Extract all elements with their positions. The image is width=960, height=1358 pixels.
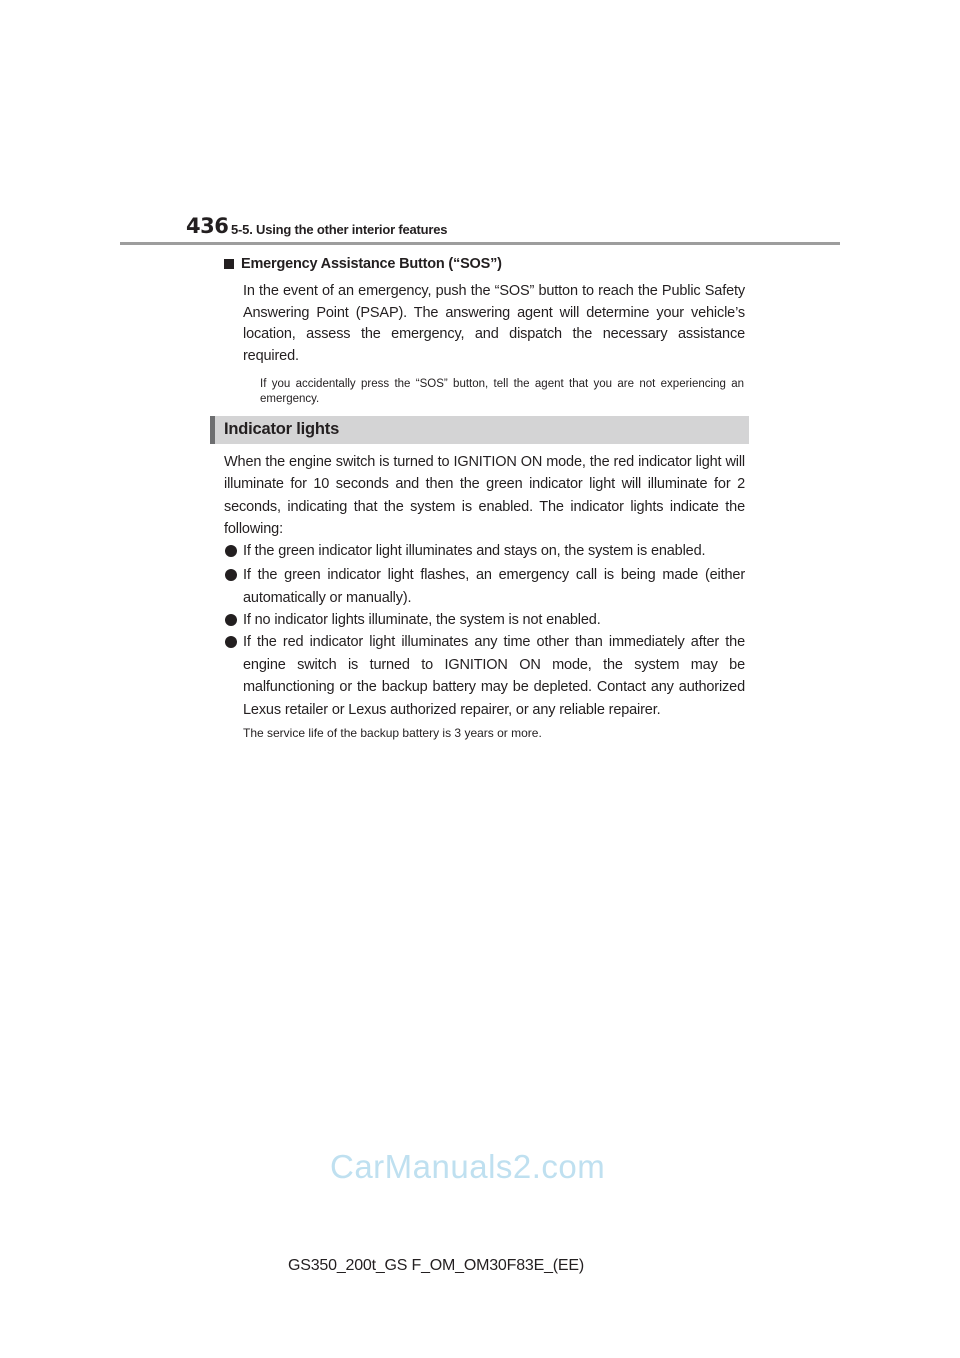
list-item-text: If the green indicator light flashes, an emergency call is being made (either automatically or manually). (243, 567, 745, 606)
square-bullet-icon (224, 259, 234, 269)
watermark: CarManuals2.com (330, 1148, 606, 1185)
sos-heading-text: Emergency Assistance Button (“SOS”) (241, 256, 502, 272)
indicator-lights-heading-text: Indicator lights (224, 420, 340, 438)
document-code: GS350_200t_GS F_OM_OM30F83E_(EE) (288, 1257, 584, 1274)
sos-paragraph: In the event of an emergency, push the “SOS” button to reach the Public Safety Answering Point (PSAP). The answering agent will determine your vehicle’s location, assess the emergency, and dispatch the necessary assistance required. (243, 283, 745, 364)
bullet-dot-icon (225, 545, 237, 557)
section-title: 5-5. Using the other interior features (231, 222, 448, 237)
sos-note: If you accidentally press the “SOS” button, tell the agent that you are not experiencing an emergency. (260, 378, 744, 405)
bullet-dot-icon (225, 636, 237, 648)
list-item (224, 540, 745, 563)
header-rule (120, 242, 840, 245)
list-item-text: If the red indicator light illuminates any time other than immediately after the engine switch is turned to IGNITION ON mode, the system may be malfunctioning or the backup battery may be depleted. Contact any authorized Lexus retailer or Lexus authorized repairer, or any reliable repairer. (243, 634, 745, 718)
page-number: 436 (186, 214, 229, 238)
bullet-dot-icon (225, 614, 237, 626)
bullet-dot-icon (225, 569, 237, 581)
indicator-intro: When the engine switch is turned to IGNITION ON mode, the red indicator light will illuminate for 10 seconds and then the green indicator light will illuminate for 2 seconds, indicating that the system is enabled. The indicator lights indicate the following: (224, 454, 745, 537)
list-item-text: If no indicator lights illuminate, the system is not enabled. (243, 612, 601, 628)
list-item-text: If the green indicator light illuminates and stays on, the system is enabled. (243, 543, 706, 559)
list-item (224, 564, 745, 609)
battery-note: The service life of the backup battery is 3 years or more. (243, 726, 542, 740)
sos-heading (224, 256, 502, 272)
heading-accent (210, 416, 215, 444)
indicator-lights-heading (210, 416, 749, 444)
list-item (224, 631, 745, 721)
list-item (224, 609, 745, 632)
